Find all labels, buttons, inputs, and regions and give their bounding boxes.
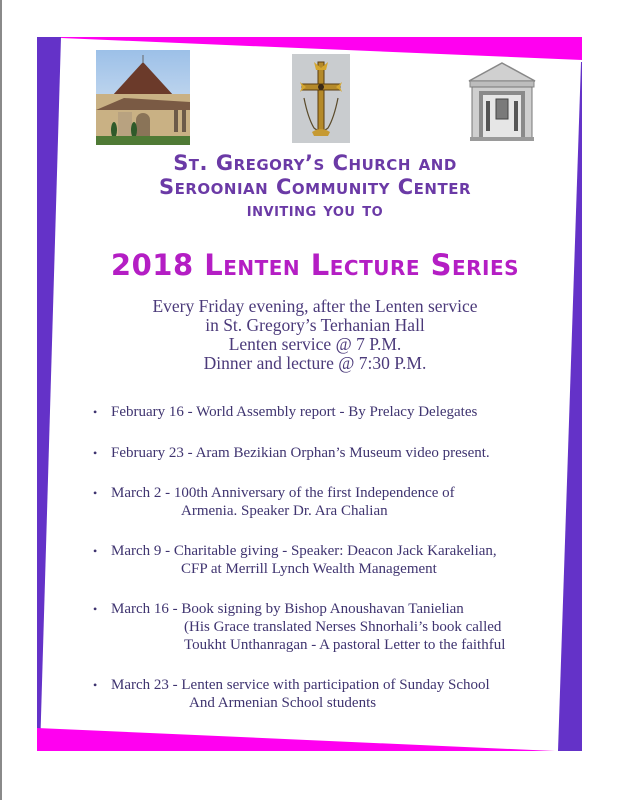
frame-left-band bbox=[37, 37, 61, 751]
lecture-item bbox=[91, 444, 561, 462]
intro-line: Lenten service @ 7 P.M. bbox=[228, 334, 402, 354]
lecture-text: March 2 - 100th Anniversary of the first Independence of bbox=[111, 485, 455, 501]
bullet-icon: • bbox=[93, 544, 98, 558]
lecture-item bbox=[91, 600, 561, 654]
lecture-text: March 16 - Book signing by Bishop Anoushavan Tanielian bbox=[111, 601, 464, 617]
lecture-item bbox=[91, 676, 561, 712]
bullet-icon: • bbox=[93, 446, 98, 460]
lecture-item bbox=[91, 403, 561, 421]
community-center-photo bbox=[467, 61, 537, 142]
armenian-cross-icon bbox=[292, 54, 350, 143]
event-title: 2018 Lenten Lecture Series bbox=[110, 248, 520, 282]
lecture-text: February 23 - Aram Bezikian Orphan’s Museum video present. bbox=[111, 445, 490, 461]
frame-bottom-band bbox=[37, 728, 555, 751]
lecture-item bbox=[91, 484, 561, 520]
lecture-text-continued: Toukht Unthanragan - A pastoral Letter to the faithful bbox=[184, 637, 506, 653]
lecture-text-continued: (His Grace translated Nerses Shnorhali’s book called bbox=[184, 619, 502, 635]
lecture-text-continued: CFP at Merrill Lynch Wealth Management bbox=[181, 561, 437, 577]
lecture-list bbox=[91, 403, 561, 712]
lecture-text: March 9 - Charitable giving - Speaker: Deacon Jack Karakelian, bbox=[111, 543, 497, 559]
bullet-icon: • bbox=[93, 678, 98, 692]
community-center-name: Seroonian Community Center bbox=[158, 175, 471, 199]
schedule-intro bbox=[60, 297, 570, 373]
bullet-icon: • bbox=[93, 486, 98, 500]
lecture-text-continued: Armenia. Speaker Dr. Ara Chalian bbox=[181, 503, 388, 519]
lecture-item bbox=[91, 542, 561, 578]
bullet-icon: • bbox=[93, 405, 98, 419]
church-name: St. Gregory’s Church and bbox=[173, 151, 457, 175]
intro-line: Every Friday evening, after the Lenten service bbox=[152, 296, 478, 316]
intro-line: Dinner and lecture @ 7:30 P.M. bbox=[203, 353, 427, 373]
lecture-text-continued: And Armenian School students bbox=[189, 695, 377, 711]
lecture-text: March 23 - Lenten service with participation of Sunday School bbox=[111, 677, 490, 693]
intro-line: in St. Gregory’s Terhanian Hall bbox=[205, 315, 425, 335]
bullet-icon: • bbox=[93, 602, 98, 616]
lecture-text: February 16 - World Assembly report - By Prelacy Delegates bbox=[111, 404, 478, 420]
church-photo bbox=[96, 50, 190, 145]
invitation-line: inviting you to bbox=[246, 200, 384, 221]
